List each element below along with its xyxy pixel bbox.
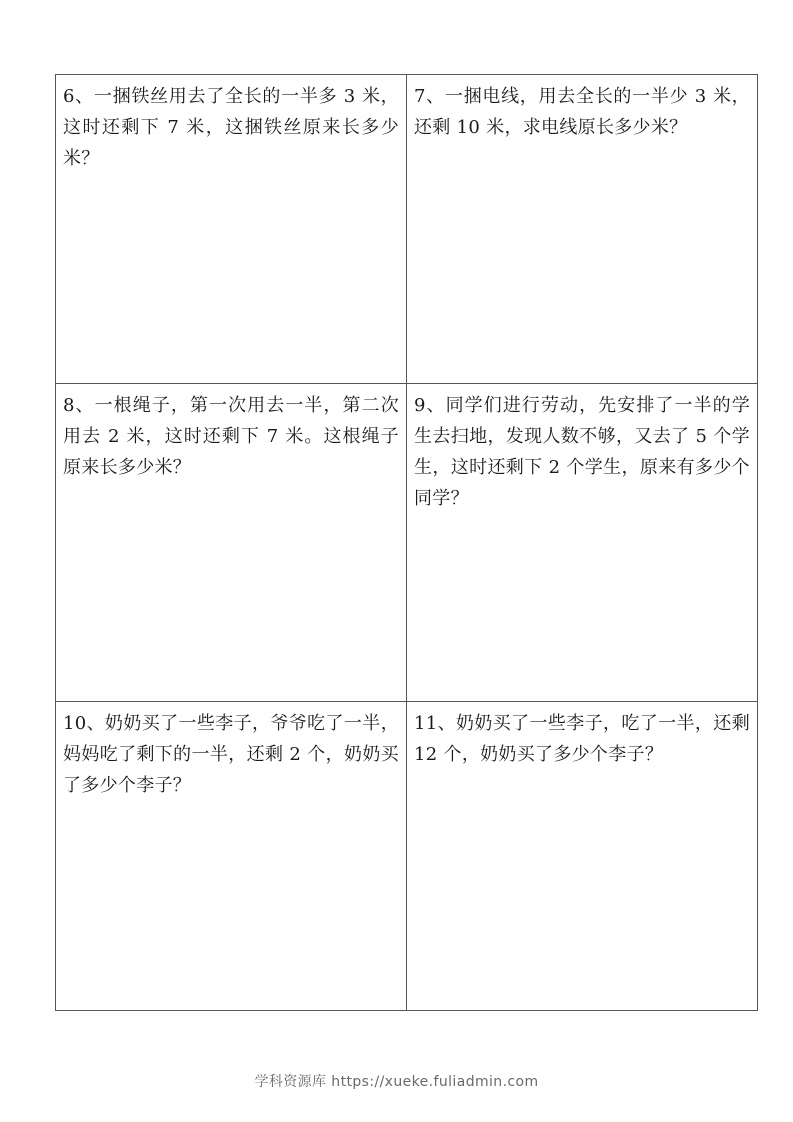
problem-text: 9、同学们进行劳动，先安排了一半的学生去扫地，发现人数不够，又去了 5 个学生，这时还剩下 2 个学生，原来有多少个同学？ [414, 395, 750, 509]
problem-cell-8 [56, 384, 407, 702]
problem-text: 10、奶奶买了一些李子，爷爷吃了一半，妈妈吃了剩下的一半，还剩 2 个，奶奶买了多少个李子？ [63, 713, 399, 796]
problem-text: 8、一根绳子，第一次用去一半，第二次用去 2 米，这时还剩下 7 米。这根绳子原来长多少米？ [63, 395, 399, 478]
problem-row [56, 702, 758, 1011]
problem-row [56, 384, 758, 702]
problem-cell-9 [407, 384, 758, 702]
problem-cell-6 [56, 75, 407, 384]
problem-cell-11 [407, 702, 758, 1011]
problem-cell-7 [407, 75, 758, 384]
problem-row [56, 75, 758, 384]
problem-text: 11、奶奶买了一些李子，吃了一半，还剩 12 个，奶奶买了多少个李子？ [414, 713, 750, 765]
problem-cell-10 [56, 702, 407, 1011]
problem-text: 7、一捆电线，用去全长的一半少 3 米，还剩 10 米，求电线原长多少米？ [414, 86, 750, 138]
page-footer: 学科资源库 https://xueke.fuliadmin.com [254, 1074, 539, 1090]
problem-text: 6、一捆铁丝用去了全长的一半多 3 米，这时还剩下 7 米，这捆铁丝原来长多少米？ [63, 86, 399, 169]
problem-grid [55, 74, 758, 1011]
